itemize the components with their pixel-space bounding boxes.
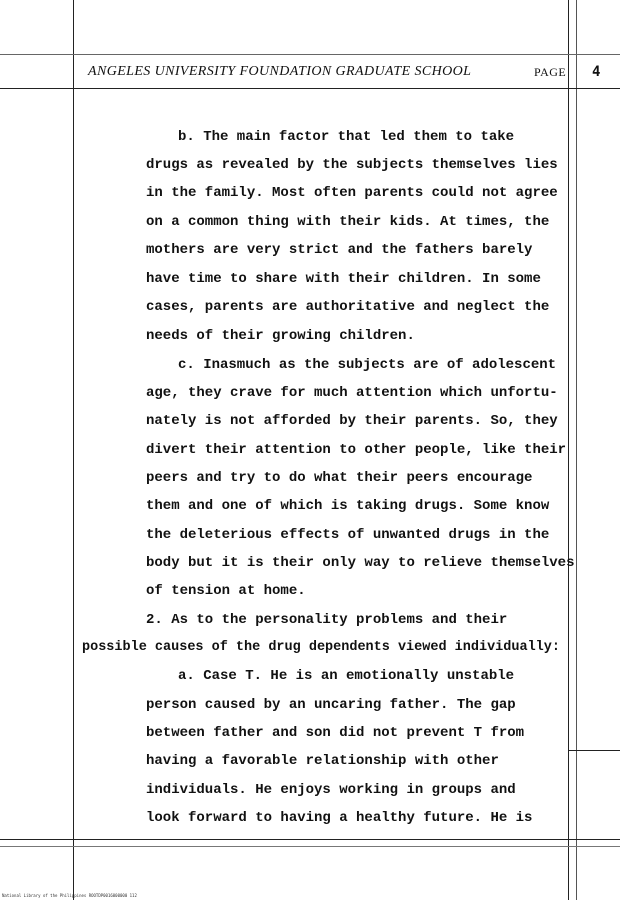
page-number: 4 [592, 64, 601, 80]
right-edge-rule [576, 0, 577, 900]
body-line: 2. As to the personality problems and their [146, 612, 508, 628]
footer-rule [0, 846, 620, 847]
body-line: look forward to having a healthy future. He is [146, 810, 533, 826]
body-line: on a common thing with their kids. At times, the [146, 214, 550, 230]
body-line: peers and try to do what their peers encourage [146, 470, 533, 486]
right-column-rule [568, 750, 620, 751]
body-line: them and one of which is taking drugs. Some know [146, 498, 550, 514]
body-line: the deleterious effects of unwanted drugs in the [146, 527, 550, 543]
body-line: between father and son did not prevent T from [146, 725, 525, 741]
body-line: individuals. He enjoys working in groups and [146, 782, 516, 798]
body-line: needs of their growing children. [146, 328, 415, 344]
body-line: age, they crave for much attention which unfortu- [146, 385, 558, 401]
left-margin-rule [73, 0, 74, 900]
footer-top-rule [0, 839, 620, 840]
body-line: body but it is their only way to relieve themselves [146, 555, 575, 571]
header-bottom-rule [0, 88, 620, 89]
header-top-rule [0, 54, 620, 55]
body-line: b. The main factor that led them to take [178, 129, 515, 145]
body-line: cases, parents are authoritative and neglect the [146, 299, 550, 315]
body-line: in the family. Most often parents could not agree [146, 185, 558, 201]
body-line: drugs as revealed by the subjects themselves lies [146, 157, 558, 173]
body-line: c. Inasmuch as the subjects are of adolescent [178, 357, 557, 373]
body-line: possible causes of the drug dependents viewed individually: [82, 640, 560, 655]
footer-note: National Library of the Philippines ROOTDP0016000000 112 [2, 893, 137, 898]
body-line: person caused by an uncaring father. The gap [146, 697, 516, 713]
page-label: PAGE [534, 65, 567, 79]
body-line: having a favorable relationship with other [146, 753, 499, 769]
page-header-title: ANGELES UNIVERSITY FOUNDATION GRADUATE SCHOOL [88, 64, 472, 79]
body-line: of tension at home. [146, 583, 306, 599]
body-line: mothers are very strict and the fathers barely [146, 242, 533, 258]
right-margin-rule [568, 0, 569, 900]
body-line: divert their attention to other people, like their [146, 442, 567, 458]
body-line: have time to share with their children. In some [146, 271, 541, 287]
body-line: nately is not afforded by their parents. So, they [146, 413, 558, 429]
body-line: a. Case T. He is an emotionally unstable [178, 668, 515, 684]
